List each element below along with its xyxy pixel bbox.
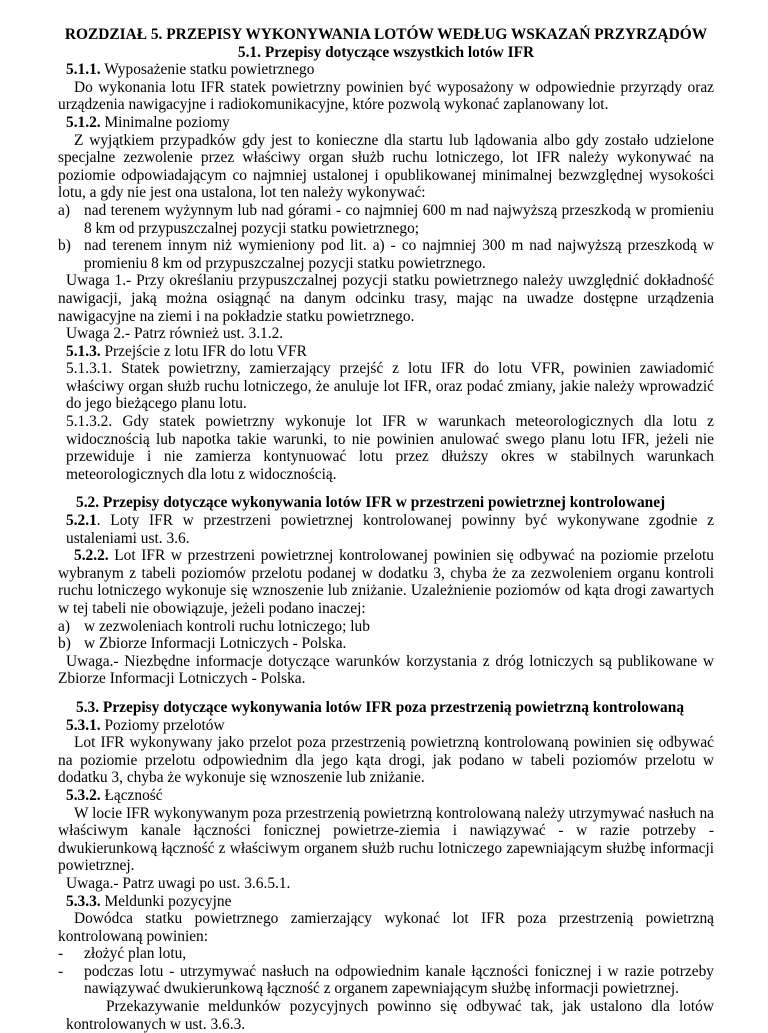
heading-text: Przejście z lotu IFR do lotu VFR bbox=[100, 342, 307, 360]
paragraph-5-2-2 bbox=[58, 547, 714, 617]
paragraph-5-3-1: Lot IFR wykonywany jako przelot poza przestrzenią powietrzną kontrolowaną powinien się odbywać na poziomie przelotu odpowiednim dla jego kąta drogi, jak podano w tabeli poziomów przelotu w dodatku 3, chyba że wykonuje się wznoszenie lub zniżanie. bbox=[58, 734, 714, 787]
paragraph-5-1-3-1: 5.1.3.1. Statek powietrzny, zamierzający przejść z lotu IFR do lotu VFR, powinien zawiadomić właściwy organ służb ruchu lotniczego, że anuluje lot IFR, oraz podać zmiany, jakie należy wprowadzić do jego bieżącego planu lotu. bbox=[66, 360, 714, 413]
list-marker: a) bbox=[58, 201, 70, 219]
note-1: Uwaga 1.- Przy określaniu przypuszczalnej pozycji statku powietrznego należy uwzględnić dokładność nawigacji, jaką można osiągnąć na danym odcinku trasy, mając na uwadze dostępne urządzenia nawigacyjne na ziemi i na pokładzie statku powietrznego. bbox=[58, 272, 714, 325]
paragraph-5-3-3: Dowódca statku powietrznego zamierzający wykonać lot IFR poza przestrzenią powietrzną kontrolowaną powinien: bbox=[58, 910, 714, 945]
paragraph-text: Lot IFR w przestrzeni powietrznej kontrolowanej powinien się odbywać na poziomie przelotu wybranym z tabeli poziomów przelotu podanej w dodatku 3, chyba że za zezwoleniem organu kontroli ruchu lotniczego wykonuje się wznoszenie lub zniżanie. Uzależnienie poziomów od kąta drogi zawartych w tej tabeli nie obowiązuje, jeżeli podano inaczej: bbox=[58, 547, 714, 617]
heading-number: 5.3.2. bbox=[66, 786, 101, 804]
heading-number: 5.1.1. bbox=[66, 61, 101, 79]
section-5-1-title: 5.1. Przepisy dotyczące wszystkich lotów IFR bbox=[237, 43, 535, 61]
section-5-2-title: 5.2. Przepisy dotyczące wykonywania lotów IFR w przestrzeni powietrznej kontrolowanej bbox=[76, 494, 666, 512]
heading-text: Poziomy przelotów bbox=[100, 716, 225, 734]
list-text: nad terenem wyżynnym lub nad górami - co najmniej 600 m nad najwyższą przeszkodą w promieniu 8 km od przypuszczalnej pozycji statku powietrznego; bbox=[84, 201, 714, 237]
heading-5-1-1 bbox=[58, 61, 714, 79]
list-text: w Zbiorze Informacji Lotniczych - Polska. bbox=[84, 635, 347, 653]
heading-5-1-2 bbox=[58, 114, 714, 132]
dash-item-2 bbox=[58, 963, 714, 998]
paragraph-5-1-2: Z wyjątkiem przypadków gdy jest to konieczne dla startu lub lądowania albo gdy zostało udzielone specjalne zezwolenie przez właściwy organ służb ruchu lotniczego, lot IFR należy wykonywać na poziomie odpowiadającym co najmniej ustalonej i opublikowanej minimalnej bezwzględnej wysokości lotu, a gdy nie jest ona ustalona, lot ten należy wykonywać: bbox=[58, 131, 714, 202]
list-item-a bbox=[58, 202, 714, 237]
heading-text: Łączność bbox=[100, 786, 163, 804]
list-item-b bbox=[58, 237, 714, 272]
heading-number: 5.3.3. bbox=[66, 892, 101, 910]
paragraph-5-2-1 bbox=[58, 512, 714, 547]
list-text: podczas lotu - utrzymywać nasłuch na odpowiednim kanale łączności fonicznej i w razie potrzeby nawiązywać dwukierunkową łączność z organem zapewniającym służbę informacji powietrznej. bbox=[84, 962, 714, 998]
list-marker: b) bbox=[58, 237, 71, 255]
note: Uwaga.- Patrz uwagi po ust. 3.6.5.1. bbox=[66, 874, 291, 892]
heading-number: 5.3.1. bbox=[66, 716, 101, 734]
list-marker: a) bbox=[58, 617, 70, 635]
list-marker: - bbox=[58, 962, 64, 980]
list-text: złożyć plan lotu, bbox=[84, 945, 187, 963]
heading-text: Wyposażenie statku powietrznego bbox=[100, 61, 315, 79]
heading-number: 5.2.1 bbox=[66, 512, 97, 530]
heading-number: 5.1.2. bbox=[66, 113, 101, 131]
list-text: nad terenem innym niż wymieniony pod lit. a) - co najmniej 300 m nad najwyższą przeszkodą w promieniu 8 km od przypuszczalnej pozycji statku powietrznego. bbox=[84, 237, 714, 272]
paragraph-position-reports: Przekazywanie meldunków pozycyjnych powinno się odbywać tak, jak ustalono dla lotów kontrolowanych w ust. 3.6.3. bbox=[66, 998, 714, 1033]
list-marker: b) bbox=[58, 635, 71, 653]
note-2: Uwaga 2.- Patrz również ust. 3.1.2. bbox=[66, 325, 284, 343]
heading-5-3-1 bbox=[58, 717, 714, 735]
list-item-a bbox=[58, 618, 714, 636]
heading-text: Meldunki pozycyjne bbox=[100, 892, 232, 910]
paragraph-text: . Loty IFR w przestrzeni powietrznej kontrolowanej powinny być wykonywane zgodnie z ustaleniami ust. 3.6. bbox=[66, 512, 714, 547]
paragraph-5-1-1: Do wykonania lotu IFR statek powietrzny powinien być wyposażony w odpowiednie przyrządy oraz urządzenia nawigacyjne i radiokomunikacyjne, które pozwolą wykonać zaplanowany lot. bbox=[58, 78, 714, 114]
heading-5-1-3 bbox=[58, 343, 714, 361]
paragraph-5-1-3-2: 5.1.3.2. Gdy statek powietrzny wykonuje lot IFR w warunkach meteorologicznych dla lotu z widocznością lub napotka takie warunki, to nie powinien anulować swego planu lotu IFR, jeżeli nie przewiduje i nie zamierza kontynuować lotu przez dłuższy okres w stabilnych warunkach meteorologicznych dla lotu z widocznością. bbox=[66, 413, 714, 483]
list-marker: - bbox=[58, 945, 64, 963]
heading-number: 5.1.3. bbox=[66, 342, 101, 360]
heading-text: Minimalne poziomy bbox=[100, 113, 230, 131]
heading-5-3-3 bbox=[58, 893, 714, 911]
paragraph-5-3-2: W locie IFR wykonywanym poza przestrzenią powietrzną kontrolowaną należy utrzymywać nasłuch na właściwym kanale łączności fonicznej powietrze-ziemia i nawiązywać - w razie potrzeby - dwukierunkową łączność z właściwym organem służb ruchu lotniczego zapewniającym służbę informacji powietrznej. bbox=[58, 804, 714, 875]
list-text: w zezwoleniach kontroli ruchu lotniczego; lub bbox=[84, 617, 370, 635]
list-item-b bbox=[58, 635, 714, 653]
note: Uwaga.- Niezbędne informacje dotyczące warunków korzystania z dróg lotniczych są publikowane w Zbiorze Informacji Lotniczych - Polska. bbox=[58, 652, 714, 688]
dash-item-1 bbox=[58, 945, 714, 963]
section-5-3-title: 5.3. Przepisy dotyczące wykonywania lotów IFR poza przestrzenią powietrzną kontrolowaną bbox=[76, 698, 685, 716]
heading-5-3-2 bbox=[58, 787, 714, 805]
heading-number: 5.2.2. bbox=[74, 547, 109, 565]
chapter-title: ROZDZIAŁ 5. PRZEPISY WYKONYWANIA LOTÓW WEDŁUG WSKAZAŃ PRZYRZĄDÓW bbox=[64, 26, 708, 43]
